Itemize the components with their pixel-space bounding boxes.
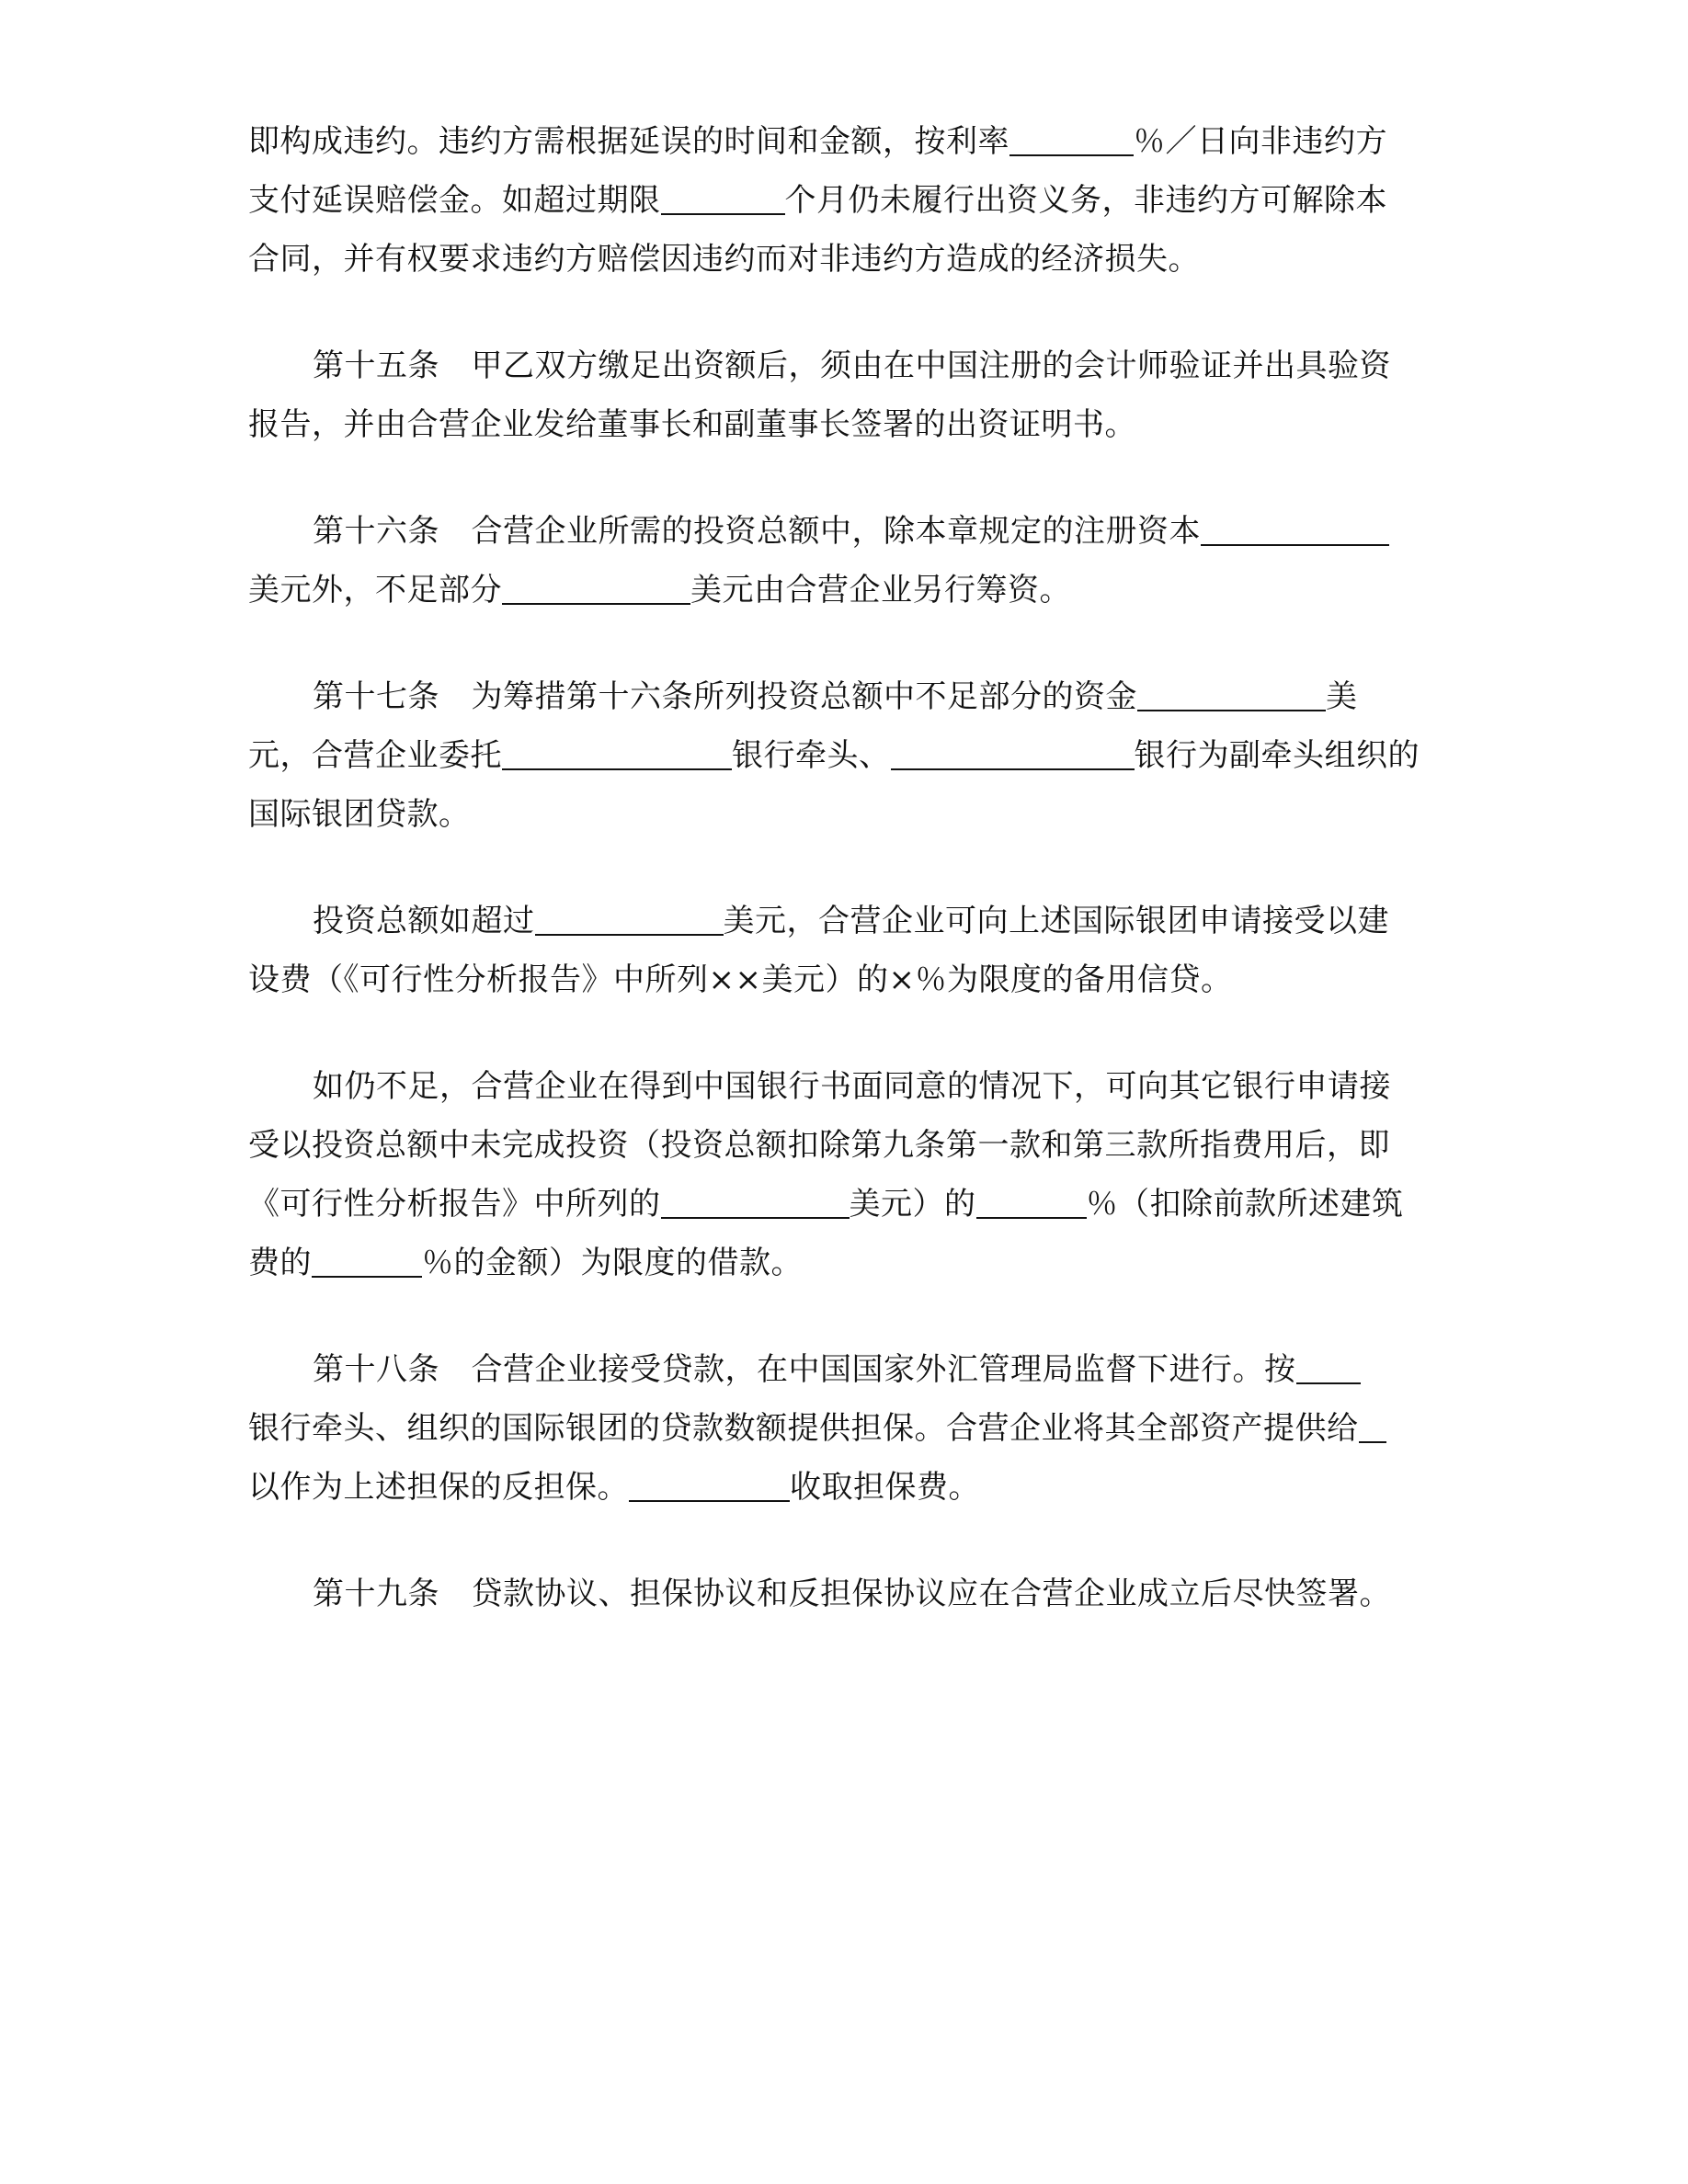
text-line	[313, 1061, 1453, 1112]
text-segment: 第十六条 合营企业所需的投资总额中，除本章规定的注册资本	[313, 513, 1201, 550]
text-line	[248, 116, 1453, 167]
fill-in-blank	[661, 182, 785, 215]
text-segment: 以作为上述担保的反担保。	[248, 1469, 629, 1506]
text-line	[248, 175, 1453, 226]
text-line	[248, 1120, 1453, 1171]
fill-in-blank	[1009, 123, 1134, 156]
fill-in-blank	[535, 903, 724, 936]
text-segment: 收取担保费。	[790, 1469, 980, 1506]
text-segment: 第十九条 贷款协议、担保协议和反担保协议应在合营企业成立后尽快签署。	[313, 1575, 1391, 1612]
text-segment: ％／日向非违约方	[1134, 123, 1387, 160]
text-segment: 受以投资总额中未完成投资（投资总额扣除第九条第一款和第三款所指费用后，即	[248, 1127, 1390, 1164]
text-segment: 第十八条 合营企业接受贷款，在中国国家外汇管理局监督下进行。按	[313, 1351, 1296, 1388]
fill-in-blank	[312, 1245, 422, 1278]
text-segment: 《可行性分析报告》中所列的	[248, 1186, 661, 1223]
text-segment: 设费（《可行性分析报告》中所列××美元）的×％为限度的备用信贷。	[248, 961, 1233, 998]
fill-in-blank	[629, 1469, 790, 1502]
text-line	[248, 399, 1453, 450]
text-segment: 美元，合营企业可向上述国际银团申请接受以建	[723, 903, 1389, 939]
text-segment: 合同，并有权要求违约方赔偿因违约而对非违约方造成的经济损失。	[248, 241, 1200, 278]
text-segment: 支付延误赔偿金。如超过期限	[248, 182, 661, 219]
text-line	[248, 1178, 1453, 1230]
text-segment: 即构成违约。违约方需根据延误的时间和金额，按利率	[248, 123, 1009, 160]
fill-in-blank	[1201, 513, 1389, 546]
text-segment: 报告，并由合营企业发给董事长和副董事长签署的出资证明书。	[248, 406, 1136, 443]
fill-in-blank	[1296, 1351, 1361, 1384]
text-segment: 银行牵头、	[732, 737, 891, 774]
article-15-heading-line	[313, 340, 1453, 392]
text-segment: 银行牵头、组织的国际银团的贷款数额提供担保。合营企业将其全部资产提供给	[248, 1410, 1359, 1447]
text-line	[248, 1462, 1453, 1513]
text-line	[248, 1403, 1453, 1454]
fill-in-blank	[891, 737, 1135, 770]
fill-in-blank	[1137, 678, 1326, 711]
text-segment: 美元由合营企业另行筹资。	[690, 572, 1071, 609]
fill-in-blank	[1359, 1410, 1386, 1443]
text-segment: ％（扣除前款所述建筑	[1086, 1186, 1404, 1223]
fill-in-blank	[976, 1186, 1087, 1219]
text-segment: 如仍不足，合营企业在得到中国银行书面同意的情况下，可向其它银行申请接	[313, 1068, 1391, 1105]
text-segment: 第十五条 甲乙双方缴足出资额后，须由在中国注册的会计师验证并出具验资	[313, 347, 1391, 384]
text-line	[248, 1237, 1453, 1289]
text-segment: 美元）的	[849, 1186, 976, 1223]
article-19-heading-line	[313, 1568, 1453, 1620]
text-line	[248, 730, 1453, 781]
article-18-heading-line	[313, 1344, 1453, 1395]
text-segment: 第十七条 为筹措第十六条所列投资总额中不足部分的资金	[313, 678, 1137, 715]
text-segment: 美	[1326, 678, 1358, 715]
text-line	[248, 564, 1453, 616]
text-line	[248, 954, 1453, 1006]
text-segment: 银行为副牵头组织的	[1134, 737, 1420, 774]
fill-in-blank	[502, 572, 690, 605]
fill-in-blank	[502, 737, 732, 770]
text-line	[248, 233, 1453, 285]
text-segment: 国际银团贷款。	[248, 796, 471, 833]
text-segment: 费的	[248, 1245, 312, 1281]
article-16-heading-line	[313, 506, 1453, 557]
text-segment: 美元外，不足部分	[248, 572, 502, 609]
fill-in-blank	[661, 1186, 850, 1219]
text-segment: 投资总额如超过	[313, 903, 535, 939]
text-segment: ％的金额）为限度的借款。	[422, 1245, 803, 1281]
text-segment: 个月仍未履行出资义务，非违约方可解除本	[784, 182, 1387, 219]
article-17-heading-line	[313, 671, 1453, 722]
text-line	[313, 895, 1453, 947]
text-line	[248, 789, 1453, 840]
text-segment: 元，合营企业委托	[248, 737, 502, 774]
